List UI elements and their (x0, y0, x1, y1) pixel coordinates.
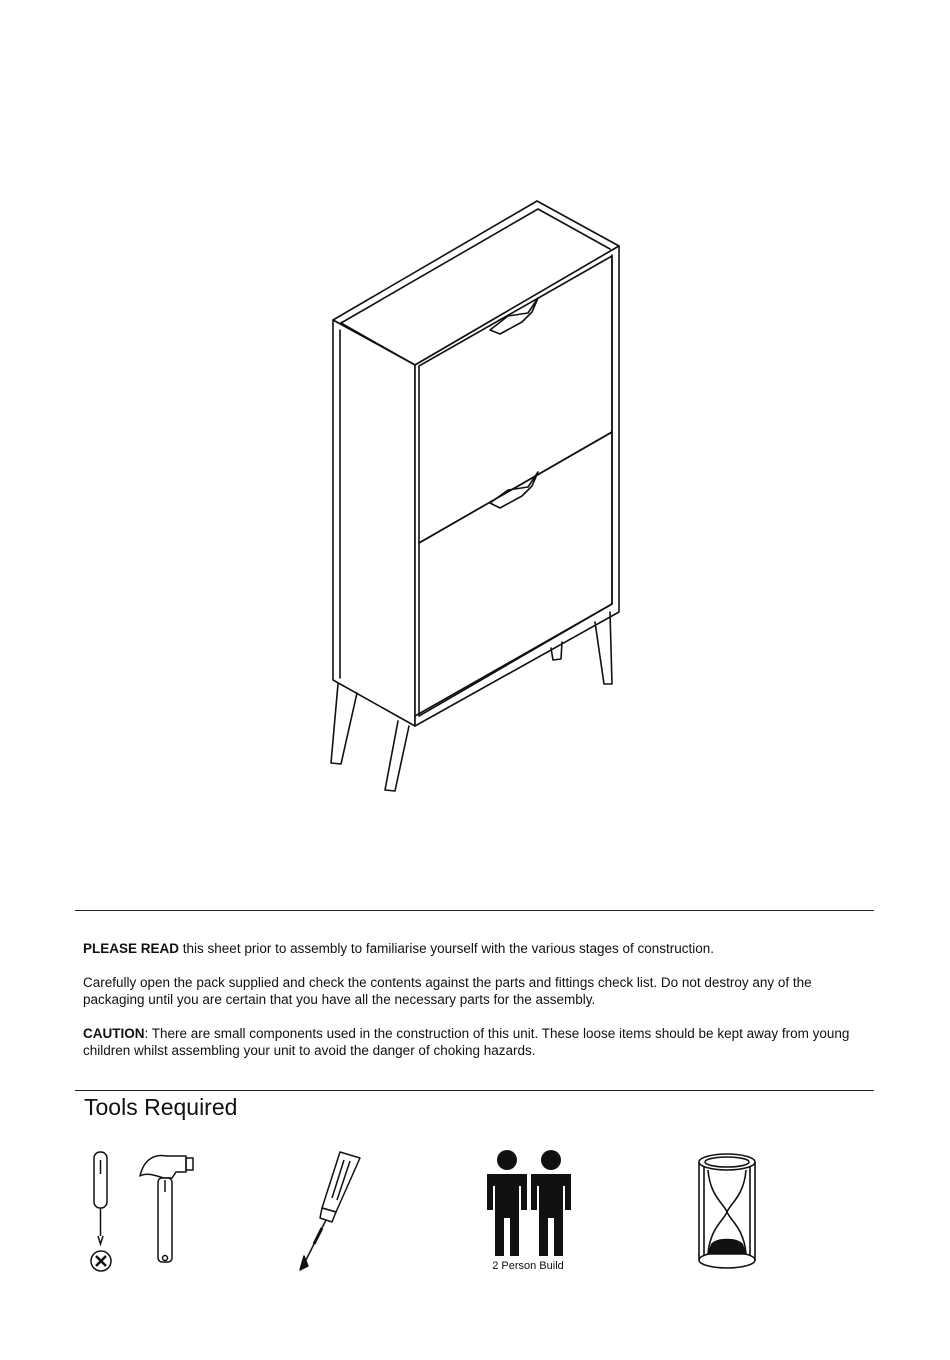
pack-check-note: Carefully open the pack supplied and check the contents against the parts and fittings check list. Do not destroy any of the packaging until you are certain that you have all the necessary parts for the assembly. (83, 975, 812, 1007)
tools-required-title: Tools Required (84, 1094, 238, 1120)
please-read-text: this sheet prior to assembly to familiarise yourself with the various stages of construction. (179, 941, 715, 956)
caution-text: : There are small components used in the construction of this unit. These loose items should be kept away from young children whilst assembling your unit to avoid the danger of choking hazards. (83, 1026, 850, 1058)
tools-divider (75, 1090, 874, 1091)
assembly-notes (83, 940, 873, 1076)
two-person-caption: 2 Person Build (492, 1260, 564, 1272)
caution-lead: CAUTION (83, 1026, 145, 1041)
caution-note (83, 1025, 873, 1059)
two-person-icon (483, 1148, 577, 1258)
top-divider (75, 910, 874, 911)
please-read-note (83, 940, 873, 957)
hammer-icon (136, 1148, 198, 1272)
phillips-screwdriver-icon (86, 1148, 118, 1276)
hourglass-icon (690, 1148, 764, 1276)
please-read-lead: PLEASE READ (83, 941, 180, 956)
flathead-screwdriver-icon (292, 1148, 368, 1276)
